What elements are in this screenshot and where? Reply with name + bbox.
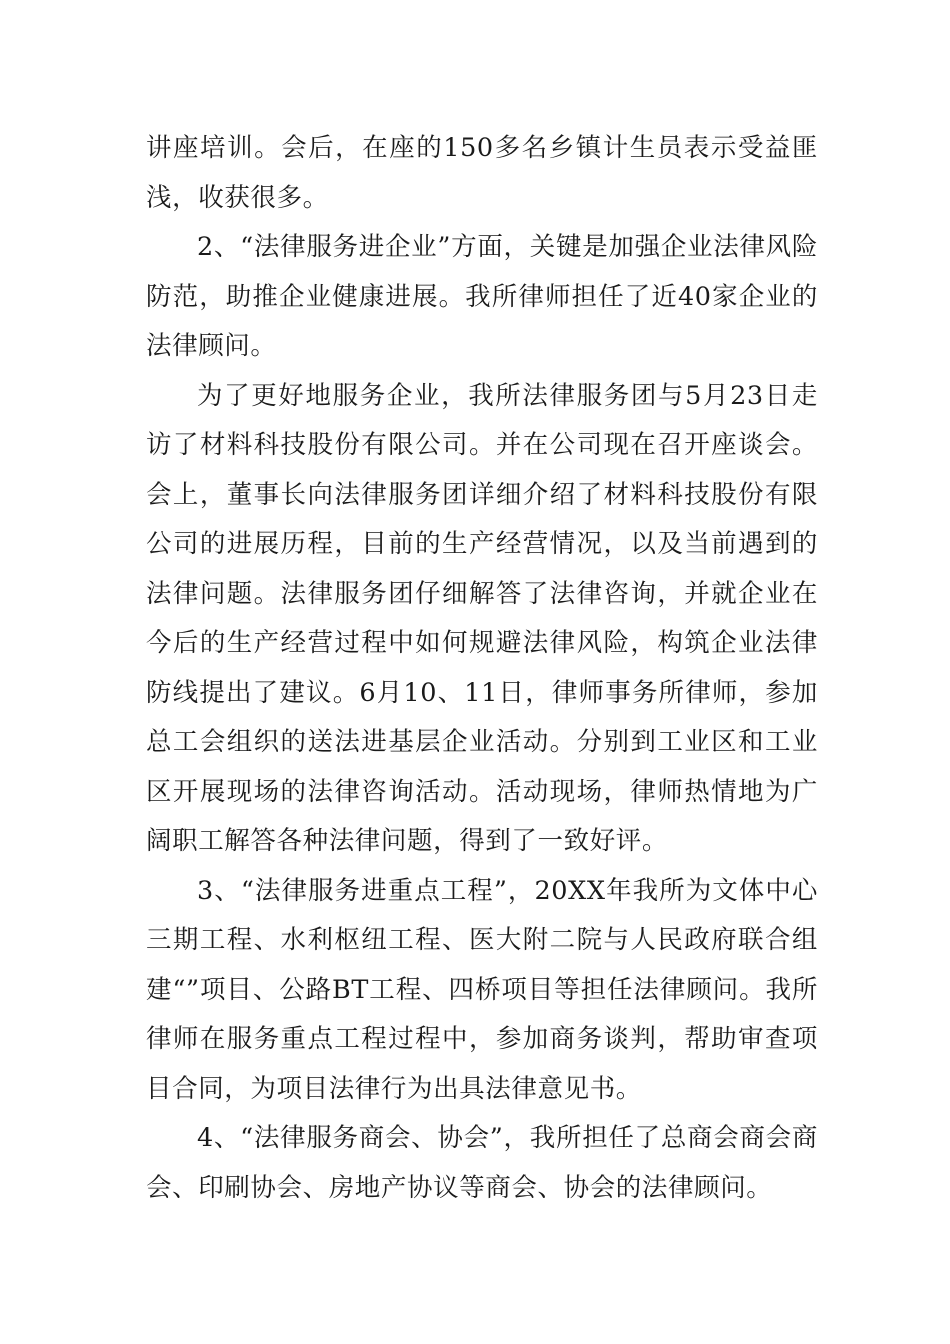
paragraph-continuation: 讲座培训。会后，在座的150多名乡镇计生员表示受益匪浅，收获很多。 <box>146 133 818 213</box>
paragraph-item-4: 4、“法律服务商会、协会”，我所担任了总商会商会商会、印刷协会、房地产协议等商会、协会的法律顾问。 <box>146 1123 818 1203</box>
document-body <box>146 124 818 1213</box>
paragraph-item-3: 3、“法律服务进重点工程”，20XX年我所为文体中心三期工程、水利枢纽工程、医大附二院与人民政府联合组建“”项目、公路BT工程、四桥项目等担任法律顾问。我所律师在服务重点工程过程中，参加商务谈判，帮助审查项目合同，为项目法律行为出具法律意见书。 <box>146 875 818 1104</box>
paragraph-item-2: 2、“法律服务进企业”方面，关键是加强企业法律风险防范，助推企业健康进展。我所律师担任了近40家企业的法律顾问。 <box>146 232 818 361</box>
paragraph-company-visit: 为了更好地服务企业，我所法律服务团与5月23日走访了材料科技股份有限公司。并在公司现在召开座谈会。会上，董事长向法律服务团详细介绍了材料科技股份有限公司的进展历程，目前的生产经营情况，以及当前遇到的法律问题。法律服务团仔细解答了法律咨询，并就企业在今后的生产经营过程中如何规避法律风险，构筑企业法律防线提出了建议。6月10、11日，律师事务所律师，参加总工会组织的送法进基层企业活动。分别到工业区和工业区开展现场的法律咨询活动。活动现场，律师热情地为广阔职工解答各种法律问题，得到了一致好评。 <box>146 380 818 856</box>
